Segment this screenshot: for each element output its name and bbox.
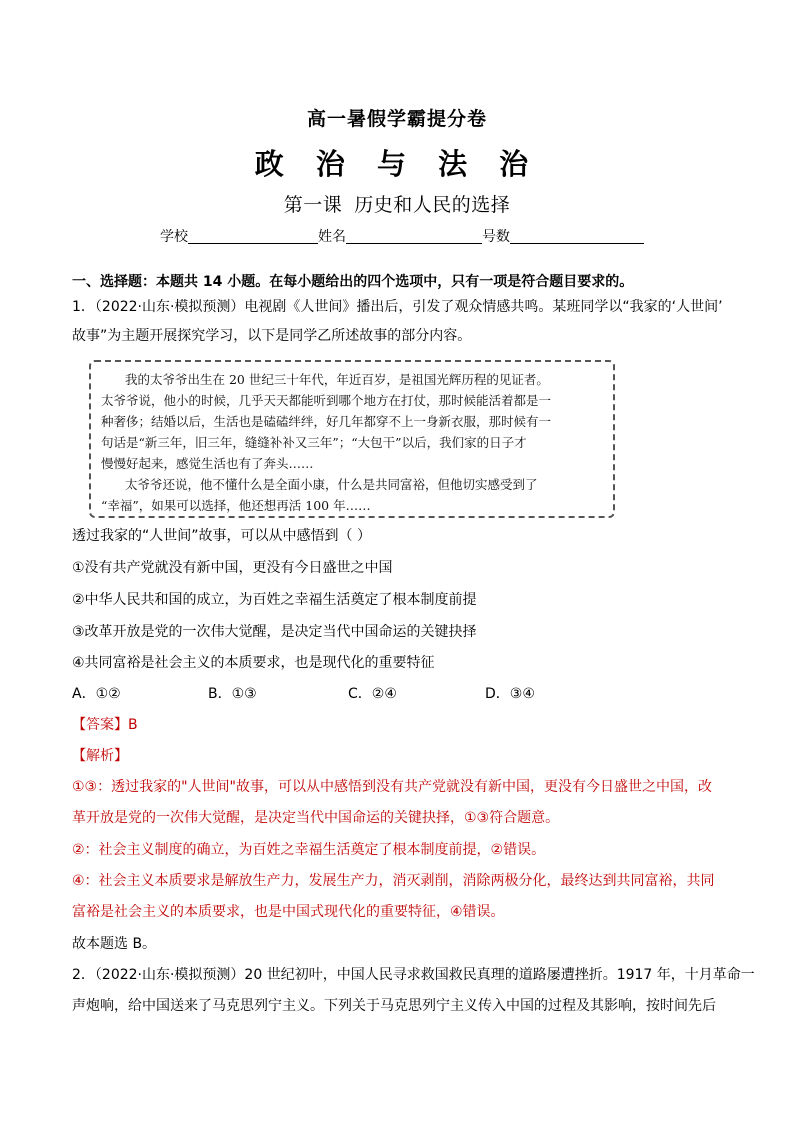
q1-option-a[interactable]: A．①②: [72, 686, 121, 702]
q1-answer: 【答案】B: [72, 717, 138, 733]
story-textbox: [89, 360, 615, 518]
name-label: 姓名: [318, 229, 346, 245]
exam-title: 政 治 与 法 治: [254, 147, 540, 181]
q1-statement-4: ④共同富裕是社会主义的本质要求，也是现代化的重要特征: [72, 655, 435, 671]
q1-statement-1: ①没有共产党就没有新中国，更没有今日盛世之中国: [72, 560, 393, 576]
q1-analysis-line: 富裕是社会主义的本质要求，也是中国式现代化的重要特征，④错误。: [72, 904, 505, 920]
q1-statement-3: ③改革开放是党的一次伟大觉醒，是决定当代中国命运的关键抉择: [72, 624, 477, 640]
q1-conclusion: 故本题选 B。: [72, 936, 157, 952]
q1-stem-line-2: 故事”为主题开展探究学习，以下是同学乙所述故事的部分内容。: [72, 328, 472, 344]
number-field[interactable]: [510, 229, 644, 244]
q2-stem-line-2: 声炮响，给中国送来了马克思列宁主义。下列关于马克思列宁主义传入中国的过程及其影响，按时间先后: [72, 998, 716, 1014]
student-info-row: [160, 226, 644, 246]
story-line: 太爷爷还说，他不懂什么是全面小康，什么是共同富裕，但他切实感受到了: [125, 477, 538, 492]
q1-prompt: 透过我家的“人世间”故事，可以从中感悟到（ ）: [72, 528, 371, 544]
q1-option-c[interactable]: C．②④: [348, 686, 397, 702]
q1-analysis-line: ④：社会主义本质要求是解放生产力，发展生产力，消灭剥削，消除两极分化，最终达到共同富裕，共同: [72, 873, 715, 889]
story-line: 太爷爷说，他小的时候，几乎天天都能听到哪个地方在打仗，那时候能活着都是一: [101, 393, 552, 408]
lesson-number: 第一课: [283, 194, 343, 216]
q1-analysis-label: 【解析】: [72, 748, 128, 764]
q1-statement-2: ②中华人民共和国的成立，为百姓之幸福生活奠定了根本制度前提: [72, 592, 477, 608]
q1-analysis-line: ②：社会主义制度的确立，为百姓之幸福生活奠定了根本制度前提，②错误。: [72, 842, 546, 858]
number-label: 号数: [482, 229, 510, 245]
story-line: 句话是“新三年，旧三年，缝缝补补又三年”；“大包干”以后，我们家的日子才: [101, 435, 527, 450]
story-line: “幸福”，如果可以选择，他还想再活 100 年……: [101, 498, 371, 513]
story-line: 种奢侈；结婚以后，生活也是磕磕绊绊，好几年都穿不上一身新衣服，那时候有一: [101, 414, 552, 429]
q2-stem-line-1: 2．（2022·山东·模拟预测）20 世纪初叶，中国人民寻求救国救民真理的道路屡遭挫折。1917 年，十月革命一: [72, 967, 755, 983]
q1-analysis-line: 革开放是党的一次伟大觉醒，是决定当代中国命运的关键抉择，①③符合题意。: [72, 810, 560, 826]
lesson-name: 历史和人民的选择: [354, 194, 511, 216]
q1-analysis-line: ①③：透过我家的"人世间"故事，可以从中感悟到没有共产党就没有新中国，更没有今日盛世之中国，改: [72, 779, 712, 795]
exam-subtitle: 高一暑假学霸提分卷: [306, 108, 487, 130]
q1-option-d[interactable]: D．③④: [485, 686, 535, 702]
story-line: 慢慢好起来，感觉生活也有了奔头……: [101, 456, 314, 471]
q1-option-b[interactable]: B．①③: [208, 686, 257, 702]
q1-stem-line-1: 1．（2022·山东·模拟预测）电视剧《人世间》播出后，引发了观众情感共鸣。某班同学以“我家的‘人世间’: [72, 299, 723, 315]
lesson-title: [0, 190, 794, 217]
section-heading: 一、选择题：本题共 14 小题。在每小题给出的四个选项中，只有一项是符合题目要求的。: [72, 274, 634, 290]
school-label: 学校: [160, 229, 188, 245]
name-field[interactable]: [346, 229, 482, 244]
school-field[interactable]: [188, 229, 318, 244]
story-line: 我的太爷爷出生在 20 世纪三十年代，年近百岁，是祖国光辉历程的见证者。: [125, 372, 549, 387]
